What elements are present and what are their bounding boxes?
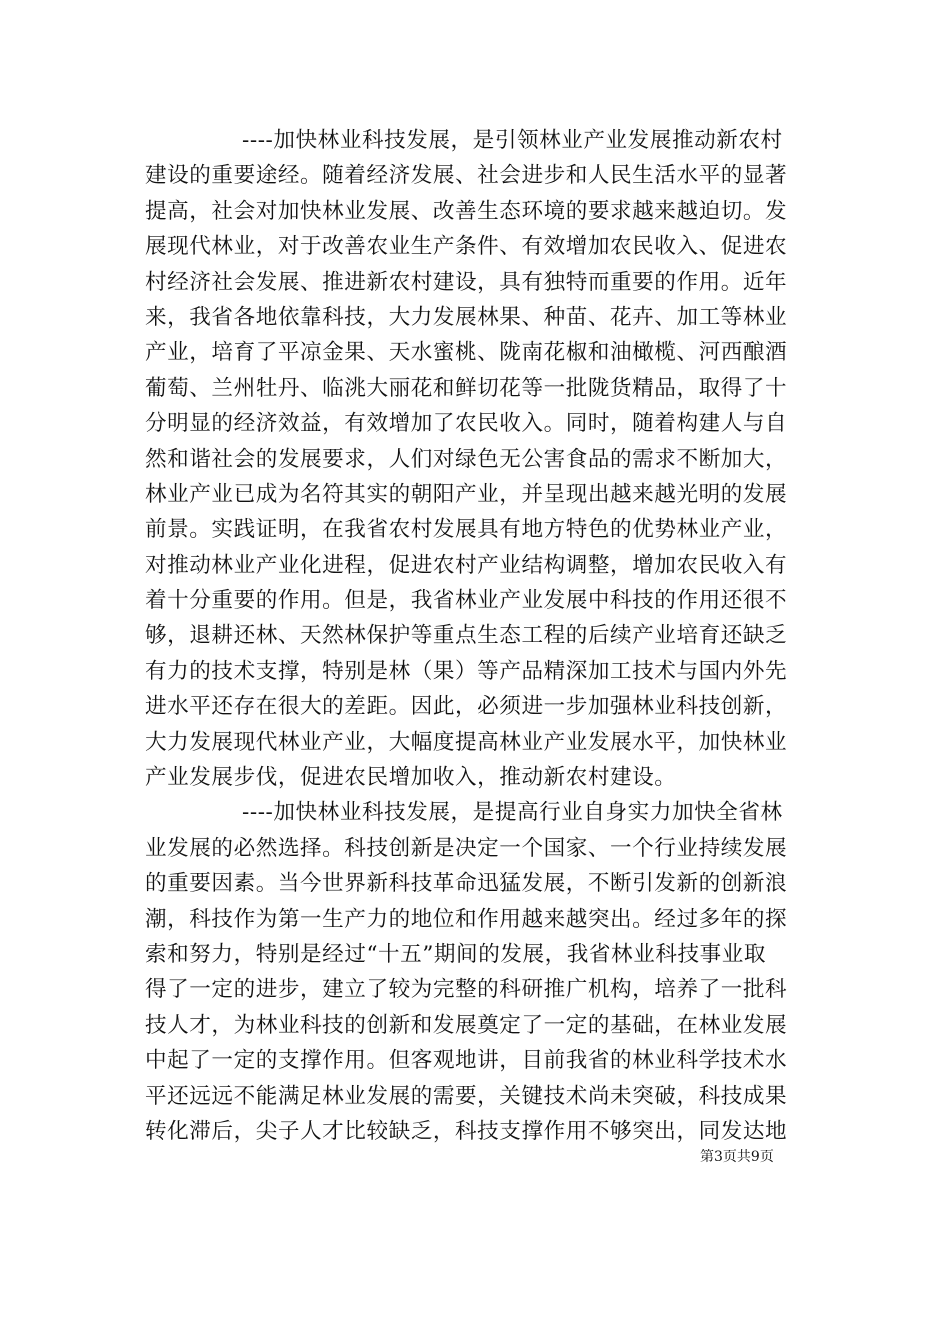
text-line: 平还远远不能满足林业发展的需要，关键技术尚未突破，科技成果 [145, 1083, 788, 1109]
text-line: 转化滞后，尖子人才比较缺乏，科技支撑作用不够突出，同发达地 [145, 1118, 788, 1144]
text-line: 产业，培育了平凉金果、天水蜜桃、陇南花椒和油橄榄、河西酿酒 [145, 340, 788, 366]
text-line: 对推动林业产业化进程，促进农村产业结构调整，增加农民收入有 [145, 552, 788, 578]
text-line: 分明显的经济效益，有效增加了农民收入。同时，随着构建人与自 [145, 411, 788, 437]
text-line: 得了一定的进步，建立了较为完整的科研推广机构，培养了一批科 [145, 977, 788, 1003]
body-text [145, 123, 810, 1149]
text-line: 的重要因素。当今世界新科技革命迅猛发展，不断引发新的创新浪 [145, 871, 788, 897]
paragraph-2 [145, 795, 810, 1149]
text-line: 索和努力，特别是经过“十五”期间的发展，我省林业科技事业取 [145, 941, 767, 967]
text-line: 着十分重要的作用。但是，我省林业产业发展中科技的作用还很不 [145, 588, 788, 614]
page-number-footer: 第3页共9页 [700, 1149, 774, 1165]
text-line: 潮，科技作为第一生产力的地位和作用越来越突出。经过多年的探 [145, 906, 788, 932]
text-line: ----加快林业科技发展，是引领林业产业发展推动新农村 [242, 128, 783, 153]
text-line: 葡萄、兰州牡丹、临洮大丽花和鲜切花等一批陇货精品，取得了十 [145, 375, 788, 401]
text-line: 前景。实践证明，在我省农村发展具有地方特色的优势林业产业， [145, 517, 788, 543]
text-line: 然和谐社会的发展要求，人们对绿色无公害食品的需求不断加大， [145, 446, 788, 472]
text-line: 进水平还存在很大的差距。因此，必须进一步加强林业科技创新， [145, 694, 788, 720]
text-line: 业发展的必然选择。科技创新是决定一个国家、一个行业持续发展 [145, 835, 788, 861]
text-line: 林业产业已成为名符其实的朝阳产业，并呈现出越来越光明的发展 [145, 481, 788, 507]
text-line: 中起了一定的支撑作用。但客观地讲，目前我省的林业科学技术水 [145, 1048, 788, 1074]
text-line: 村经济社会发展、推进新农村建设，具有独特而重要的作用。近年 [145, 269, 788, 295]
text-line: 有力的技术支撑，特别是林（果）等产品精深加工技术与国内外先 [145, 658, 788, 684]
text-line: 来，我省各地依靠科技，大力发展林果、种苗、花卉、加工等林业 [145, 304, 788, 330]
text-line: 提高，社会对加快林业发展、改善生态环境的要求越来越迫切。发 [145, 198, 788, 224]
text-line: 大力发展现代林业产业，大幅度提高林业产业发展水平，加快林业 [145, 729, 788, 755]
text-line: 够，退耕还林、天然林保护等重点生态工程的后续产业培育还缺乏 [145, 623, 788, 649]
text-line: 产业发展步伐，促进农民增加收入，推动新农村建设。 [145, 765, 677, 791]
paragraph-1 [145, 123, 810, 795]
text-line: 技人才，为林业科技的创新和发展奠定了一定的基础，在林业发展 [145, 1012, 788, 1038]
text-line: 建设的重要途经。随着经济发展、社会进步和人民生活水平的显著 [145, 163, 788, 189]
text-line: 展现代林业，对于改善农业生产条件、有效增加农民收入、促进农 [145, 234, 788, 260]
text-line: ----加快林业科技发展，是提高行业自身实力加快全省林 [242, 800, 783, 826]
